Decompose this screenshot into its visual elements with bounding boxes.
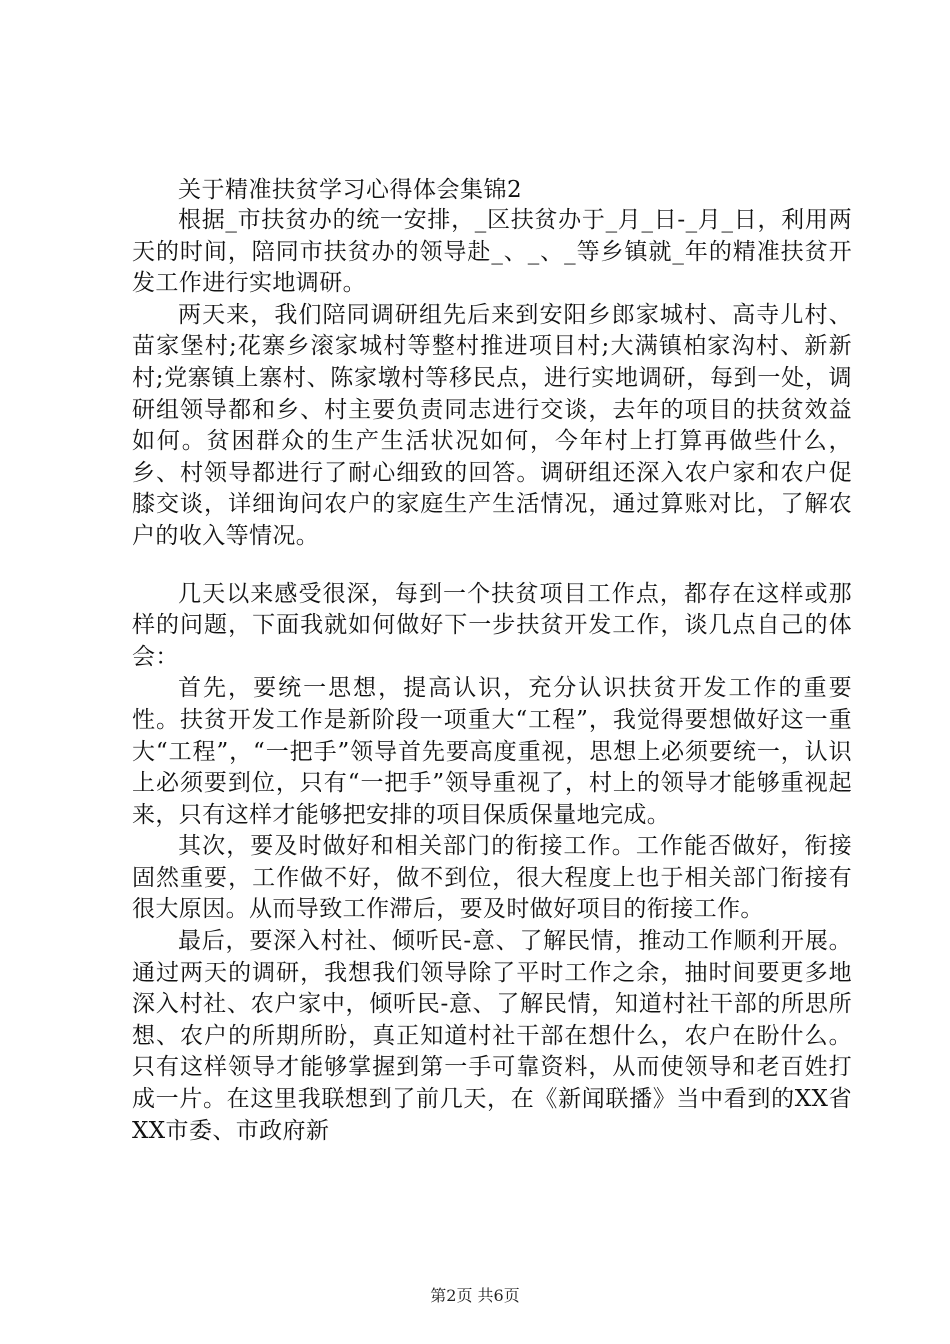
document-body <box>132 176 852 1147</box>
paragraph-2: 两天来，我们陪同调研组先后来到安阳乡郎家城村、高寺儿村、苗家堡村;花寨乡滚家城村等整村推进项目村;大满镇柏家沟村、新新村;党寨镇上寨村、陈家墩村等移民点，进行实地调研，每到一处，调研组领导都和乡、村主要负责同志进行交谈，去年的项目的扶贫效益如何。贫困群众的生产生活状况如何，今年村上打算再做些什么，乡、村领导都进行了耐心细致的回答。调研组还深入农户家和农户促膝交谈，详细询问农户的家庭生产生活情况，通过算账对比，了解农户的收入等情况。 <box>132 301 852 549</box>
document-title: 关于精准扶贫学习心得体会集锦2 <box>178 177 523 203</box>
paragraph-gap <box>132 553 852 579</box>
paragraph-5: 其次，要及时做好和相关部门的衔接工作。工作能否做好，衔接固然重要，工作做不好，做不到位，很大程度上也于相关部门衔接有很大原因。从而导致工作滞后，要及时做好项目的衔接工作。 <box>132 833 852 923</box>
paragraph-4: 首先，要统一思想，提高认识，充分认识扶贫开发工作的重要性。扶贫开发工作是新阶段一项重大“工程”，我觉得要想做好这一重大“工程”，“一把手”领导首先要高度重视，思想上必须要统一，认识上必须要到位，只有“一把手”领导重视了，村上的领导才能够重视起来，只有这样才能够把安排的项目保质保量地完成。 <box>132 675 852 828</box>
page-number-footer: 第2页 共6页 <box>430 1286 520 1305</box>
paragraph-1: 根据_市扶贫办的统一安排，_区扶贫办于_月_日-_月_日，利用两天的时间，陪同市扶贫办的领导赴_、_、_等乡镇就_年的精准扶贫开发工作进行实地调研。 <box>132 207 852 297</box>
paragraph-3: 几天以来感受很深，每到一个扶贫项目工作点，都存在这样或那样的问题，下面我就如何做好下一步扶贫开发工作，谈几点自己的体会： <box>132 580 852 670</box>
paragraph-6: 最后，要深入村社、倾听民-意、了解民情，推动工作顺利开展。通过两天的调研，我想我们领导除了平时工作之余，抽时间要更多地深入村社、农户家中，倾听民-意、了解民情，知道村社干部的所思所想、农户的所期所盼，真正知道村社干部在想什么，农户在盼什么。只有这样领导才能够掌握到第一手可靠资料，从而使领导和老百姓打成一片。在这里我联想到了前几天，在《新闻联播》当中看到的XX省XX市委、市政府新 <box>132 928 852 1144</box>
